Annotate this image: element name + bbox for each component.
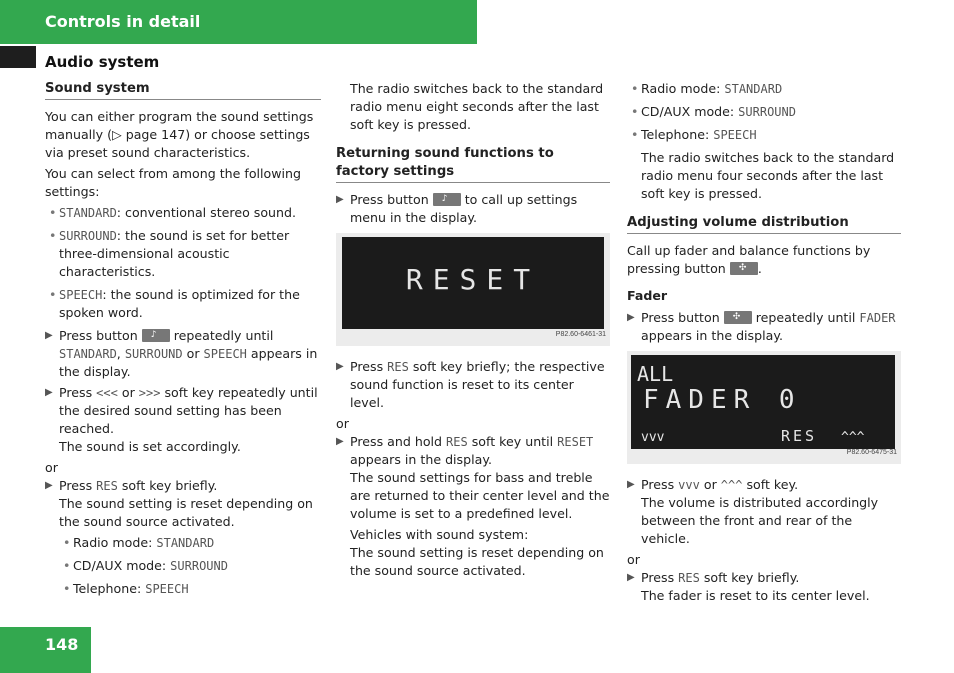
page-number: 148 <box>45 635 79 654</box>
step-note: The sound setting is reset depending on the sound source activated. <box>59 496 313 529</box>
step-arrow-icon: ▶ <box>336 436 344 447</box>
sound-button-icon: ♪ <box>142 329 170 342</box>
step-note: The volume is distributed accordingly between the front and rear of the vehicle. <box>641 495 879 546</box>
step-note: The fader is reset to its center level. <box>641 588 870 603</box>
step-arrow-icon: ▶ <box>45 387 53 398</box>
step-arrow-icon: ▶ <box>336 361 344 372</box>
heading-factory-settings: Returning sound functions to factory settings <box>336 145 610 183</box>
instruction-step: ▶ Press button ♪ to call up settings menu in the display. <box>336 192 578 225</box>
up-softkey-icon: ^^^ <box>720 478 743 492</box>
lcd-line-1: ALL <box>637 362 674 386</box>
fader-button-icon: ✣ <box>730 262 758 275</box>
list-item: • SPEECH: the sound is optimized for the spoken word. <box>45 286 321 322</box>
column-3 <box>627 80 901 608</box>
lcd-line-2: FADER 0 <box>643 385 802 415</box>
list-item: • CD/AUX mode: SURROUND <box>627 103 901 121</box>
paragraph: The radio switches back to the standard radio menu eight seconds after the last soft key is pressed. <box>350 81 604 132</box>
or-text: or <box>627 552 640 567</box>
header-title: Controls in detail <box>45 12 201 31</box>
instruction-step: ▶ Press RES soft key briefly. The fader is reset to its center level. <box>627 569 901 605</box>
section-marker <box>0 46 36 68</box>
lcd-right-softkey: ^^^ <box>841 430 865 445</box>
instruction-step: ▶ Press RES soft key briefly; the respective sound function is reset to its center level. <box>336 359 605 410</box>
sound-button-icon: ♪ <box>433 193 461 206</box>
lcd-display <box>342 237 604 329</box>
step-arrow-icon: ▶ <box>627 312 635 323</box>
step-arrow-icon: ▶ <box>336 194 344 205</box>
list-item: • SURROUND: the sound is set for better three-dimensional acoustic characteristics. <box>45 227 321 281</box>
page-number-tab <box>0 627 91 673</box>
list-item: • CD/AUX mode: SURROUND <box>59 557 321 575</box>
heading-volume-distribution: Adjusting volume distribution <box>627 214 901 234</box>
paragraph: You can select from among the following settings: <box>45 166 302 199</box>
lcd-display <box>631 355 895 449</box>
header-bar <box>0 0 477 44</box>
or-text: or <box>45 460 58 475</box>
paragraph: Vehicles with sound system: <box>350 527 529 542</box>
lcd-res-softkey: RES <box>781 427 818 445</box>
step-note: The sound is set accordingly. <box>59 439 241 454</box>
step-arrow-icon: ▶ <box>627 479 635 490</box>
instruction-step: ▶ Press and hold RES soft key until RESET appears in the display. The sound settings for bass and treble are returned to their center level and the volume is set to a predefined level. <box>336 434 610 521</box>
paragraph: The radio switches back to the standard radio menu four seconds after the last soft key is pressed. <box>641 150 895 201</box>
or-text: or <box>336 416 349 431</box>
instruction-step: ▶ Press button ✣ repeatedly until FADER appears in the display. <box>627 310 896 343</box>
step-arrow-icon: ▶ <box>45 480 53 491</box>
paragraph: Call up fader and balance functions by pressing button ✣ . <box>627 243 871 276</box>
column-2 <box>336 80 610 580</box>
subheading-fader: Fader <box>627 288 668 303</box>
list-item: • Radio mode: STANDARD <box>627 80 901 98</box>
instruction-step: ▶ Press vvv or ^^^ soft key. The volume is distributed accordingly between the front and rear of the vehicle. <box>627 476 901 548</box>
step-note: The sound settings for bass and treble are returned to their center level and the volume is set to a predefined level. <box>350 470 610 521</box>
figure-caption: P82.60-6461-31 <box>555 331 606 338</box>
section-title: Audio system <box>45 53 160 71</box>
step-arrow-icon: ▶ <box>627 572 635 583</box>
heading-sound-system: Sound system <box>45 80 321 100</box>
step-arrow-icon: ▶ <box>45 330 53 341</box>
display-figure-fader <box>627 351 901 464</box>
paragraph: The sound setting is reset depending on the sound source activated. <box>350 545 604 578</box>
list-item: • Radio mode: STANDARD <box>59 534 321 552</box>
instruction-step: ▶ Press <<< or >>> soft key repeatedly until the desired sound setting has been reached. The sound is set accordingly. <box>45 384 321 456</box>
paragraph: You can either program the sound settings manually (▷ page 147) or choose settings via preset sound characteristics. <box>45 109 314 160</box>
list-item: • Telephone: SPEECH <box>59 580 321 598</box>
figure-caption: P82.60-6475-31 <box>846 449 897 456</box>
next-softkey-icon: >>> <box>138 386 161 400</box>
fader-button-icon: ✣ <box>724 311 752 324</box>
instruction-step: ▶ Press button ♪ repeatedly until STANDARD, SURROUND or SPEECH appears in the display. <box>45 328 318 379</box>
prev-softkey-icon: <<< <box>96 386 118 400</box>
list-item: • STANDARD: conventional stereo sound. <box>45 204 321 222</box>
display-figure-reset <box>336 233 610 346</box>
column-1 <box>45 80 321 603</box>
list-item: • Telephone: SPEECH <box>627 126 901 144</box>
lcd-text: RESET <box>405 263 541 296</box>
down-softkey-icon: vvv <box>678 478 700 492</box>
lcd-left-softkey: vvv <box>641 430 665 445</box>
instruction-step: ▶ Press RES soft key briefly. The sound setting is reset depending on the sound source activated. <box>45 477 321 531</box>
